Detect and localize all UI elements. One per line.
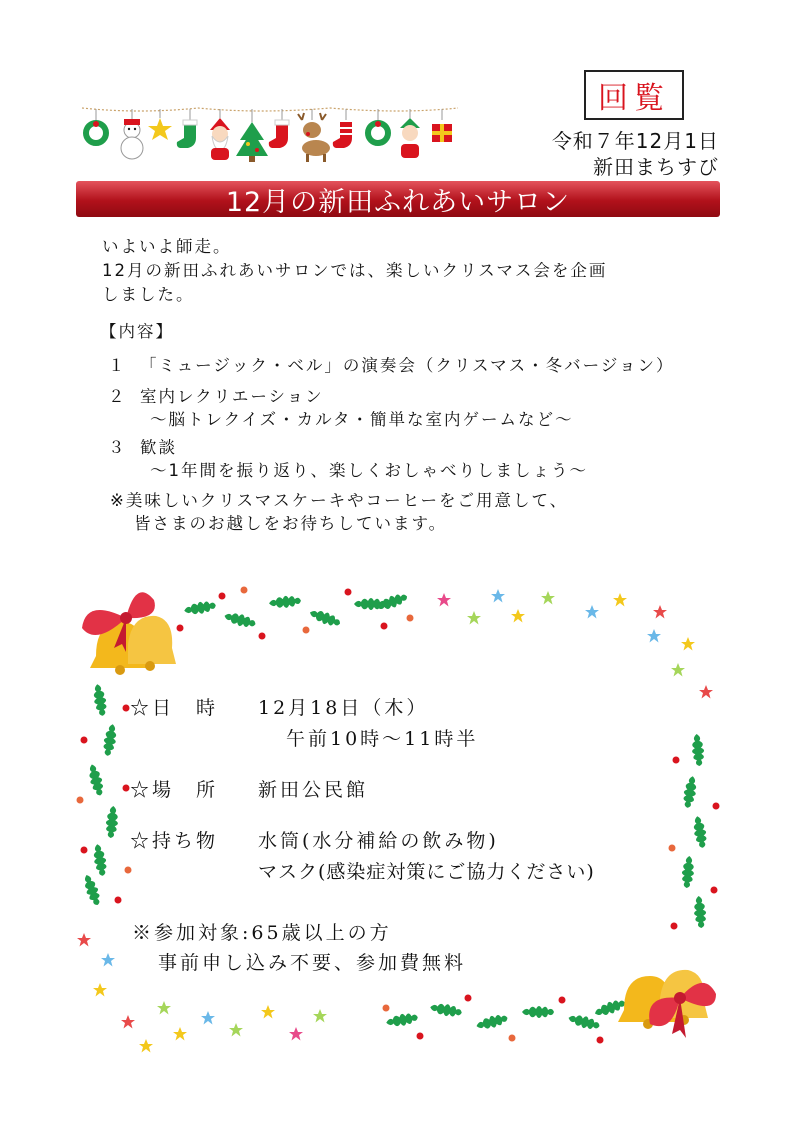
issue-date: 令和７年12月1日: [551, 129, 719, 153]
snowman-icon: [121, 109, 143, 159]
gift-icon: [432, 109, 452, 142]
ornament-garland: [80, 100, 460, 170]
bring-value: 水筒(水分補給の飲み物): [258, 830, 499, 852]
note-line: 皆さまのお越しをお待ちしています。: [134, 514, 448, 533]
item-text: 室内レクリエーション: [140, 387, 324, 406]
item-number: ３: [108, 438, 127, 457]
item-number: １: [108, 356, 127, 375]
holly-icon: [77, 683, 132, 907]
item-text: 歓談: [140, 438, 177, 457]
holly-icon: [669, 734, 720, 930]
reindeer-icon: [298, 109, 330, 162]
stocking-icon: [269, 109, 289, 148]
holly-icon: [177, 587, 414, 640]
page-title: 12月の新田ふれあいサロン: [225, 186, 571, 218]
where-label: ☆場 所: [130, 779, 219, 801]
where-value: 新田公民館: [258, 779, 369, 801]
holly-icon: [383, 995, 628, 1044]
holly-frame: [0, 560, 795, 1080]
stamp-label: 回覧: [598, 81, 670, 116]
when-label: ☆日 時: [130, 697, 219, 719]
item-number: ２: [108, 387, 127, 406]
bring-value: マスク(感染症対策にご協力ください): [258, 861, 595, 883]
when-time: 午前10時～11時半: [286, 728, 479, 750]
wreath-icon: [368, 109, 388, 143]
santa-icon: [400, 109, 420, 158]
star-icon: [148, 109, 172, 140]
intro-text: [102, 235, 607, 307]
target-line: 事前申し込み不要、参加費無料: [158, 952, 467, 974]
item-subtext: ～1年間を振り返り、楽しくおしゃべりしましょう～: [150, 461, 588, 480]
christmas-tree-icon: [236, 109, 268, 162]
santa-icon: [210, 109, 230, 160]
item-text: 「ミュージック・ベル」の演奏会（クリスマス・冬バージョン）: [140, 356, 675, 375]
intro-line: いよいよ師走。: [102, 237, 232, 256]
note-line: ※美味しいクリスマスケーキやコーヒーをご用意して、: [110, 491, 569, 510]
when-date: 12月18日（木）: [258, 697, 429, 719]
contents-heading: 【内容】: [100, 322, 174, 341]
target-line: ※参加対象:65歳以上の方: [132, 922, 392, 944]
wreath-icon: [86, 109, 106, 143]
title-banner: [76, 181, 720, 217]
bring-label: ☆持ち物: [130, 830, 219, 852]
stocking-icon: [177, 109, 197, 148]
issue-info: [552, 128, 719, 180]
stocking-icon: [333, 109, 352, 148]
circulation-stamp: [584, 70, 684, 120]
item-subtext: ～脳トレクイズ・カルタ・簡単な室内ゲームなど～: [150, 410, 574, 429]
intro-line: 12月の新田ふれあいサロンでは、楽しいクリスマス会を企画: [102, 261, 608, 280]
organization-name: 新田まちすび: [593, 155, 719, 179]
intro-line: しました。: [102, 285, 195, 304]
